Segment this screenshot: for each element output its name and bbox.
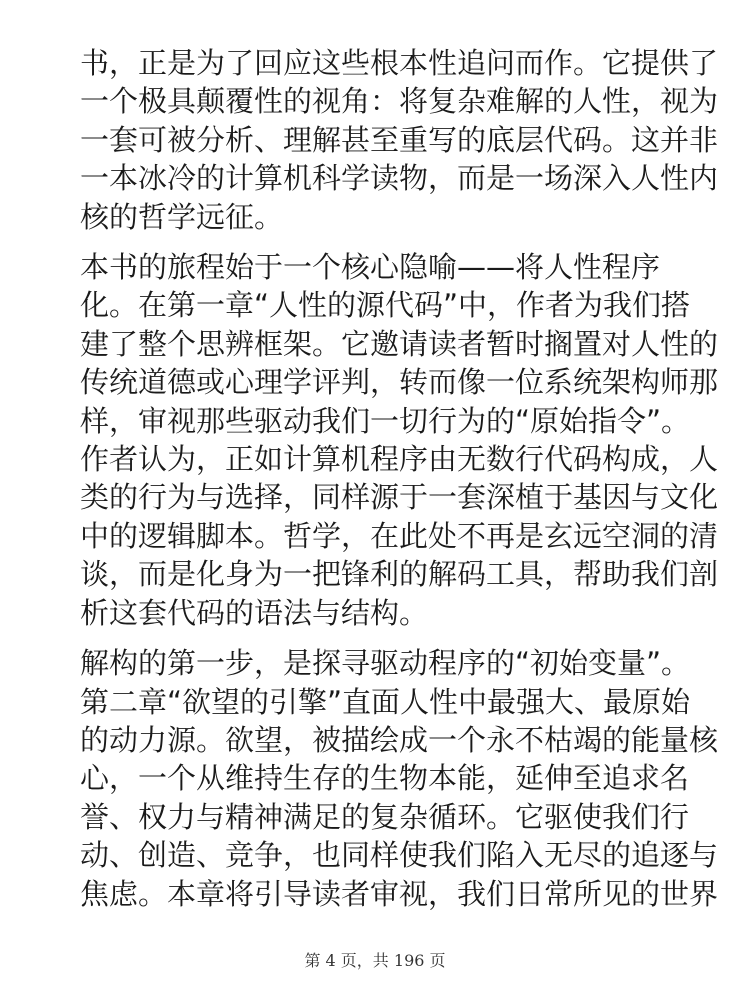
text-line: 析这套代码的语法与结构。 xyxy=(80,595,429,630)
text-line: 一套可被分析、理解甚至重写的底层代码。这并非 xyxy=(80,122,719,157)
text-line: 样，审视那些驱动我们一切行为的“原始指令”。 xyxy=(80,403,691,438)
text-line: 化。在第一章“人性的源代码”中，作者为我们搭 xyxy=(80,288,691,323)
text-line: 一个极具颠覆性的视角：将复杂难解的人性，视为 xyxy=(80,84,719,119)
text-line: 传统道德或心理学评判，转而像一位系统架构师那 xyxy=(80,365,719,400)
text-line: 核的哲学远征。 xyxy=(80,199,284,234)
text-line: 动、创造、竞争，也同样使我们陷入无尽的追逐与 xyxy=(80,838,719,873)
text-line: 的动力源。欲望，被描绘成一个永不枯竭的能量核 xyxy=(80,722,719,757)
text-line: 书，正是为了回应这些根本性追问而作。它提供了 xyxy=(80,46,719,80)
paragraph-1 xyxy=(80,44,719,236)
text-line: 中的逻辑脚本。哲学，在此处不再是玄远空洞的清 xyxy=(80,518,719,553)
text-line: 谈，而是化身为一把锋利的解码工具，帮助我们剖 xyxy=(80,557,719,592)
text-line: 本书的旅程始于一个核心隐喻——将人性程序 xyxy=(80,250,661,285)
text-line: 解构的第一步，是探寻驱动程序的“初始变量”。 xyxy=(80,646,691,681)
paragraph-2 xyxy=(80,248,719,632)
body-text xyxy=(80,44,719,925)
text-line: 一本冰冷的计算机科学读物，而是一场深入人性内 xyxy=(80,161,719,196)
paragraph-3 xyxy=(80,644,719,913)
text-line: 誉、权力与精神满足的复杂循环。它驱使我们行 xyxy=(80,799,690,834)
page-number: 第 4 页，共 196 页 xyxy=(304,951,446,970)
text-line: 第二章“欲望的引擎”直面人性中最强大、最原始 xyxy=(80,684,691,719)
text-line: 类的行为与选择，同样源于一套深植于基因与文化 xyxy=(80,480,719,515)
text-line: 建了整个思辨框架。它邀请读者暂时搁置对人性的 xyxy=(80,326,719,361)
text-line: 心，一个从维持生存的生物本能，延伸至追求名 xyxy=(80,761,690,796)
text-line: 作者认为，正如计算机程序由无数行代码构成，人 xyxy=(80,442,719,477)
text-line: 焦虑。本章将引导读者审视，我们日常所见的世界 xyxy=(80,876,719,911)
